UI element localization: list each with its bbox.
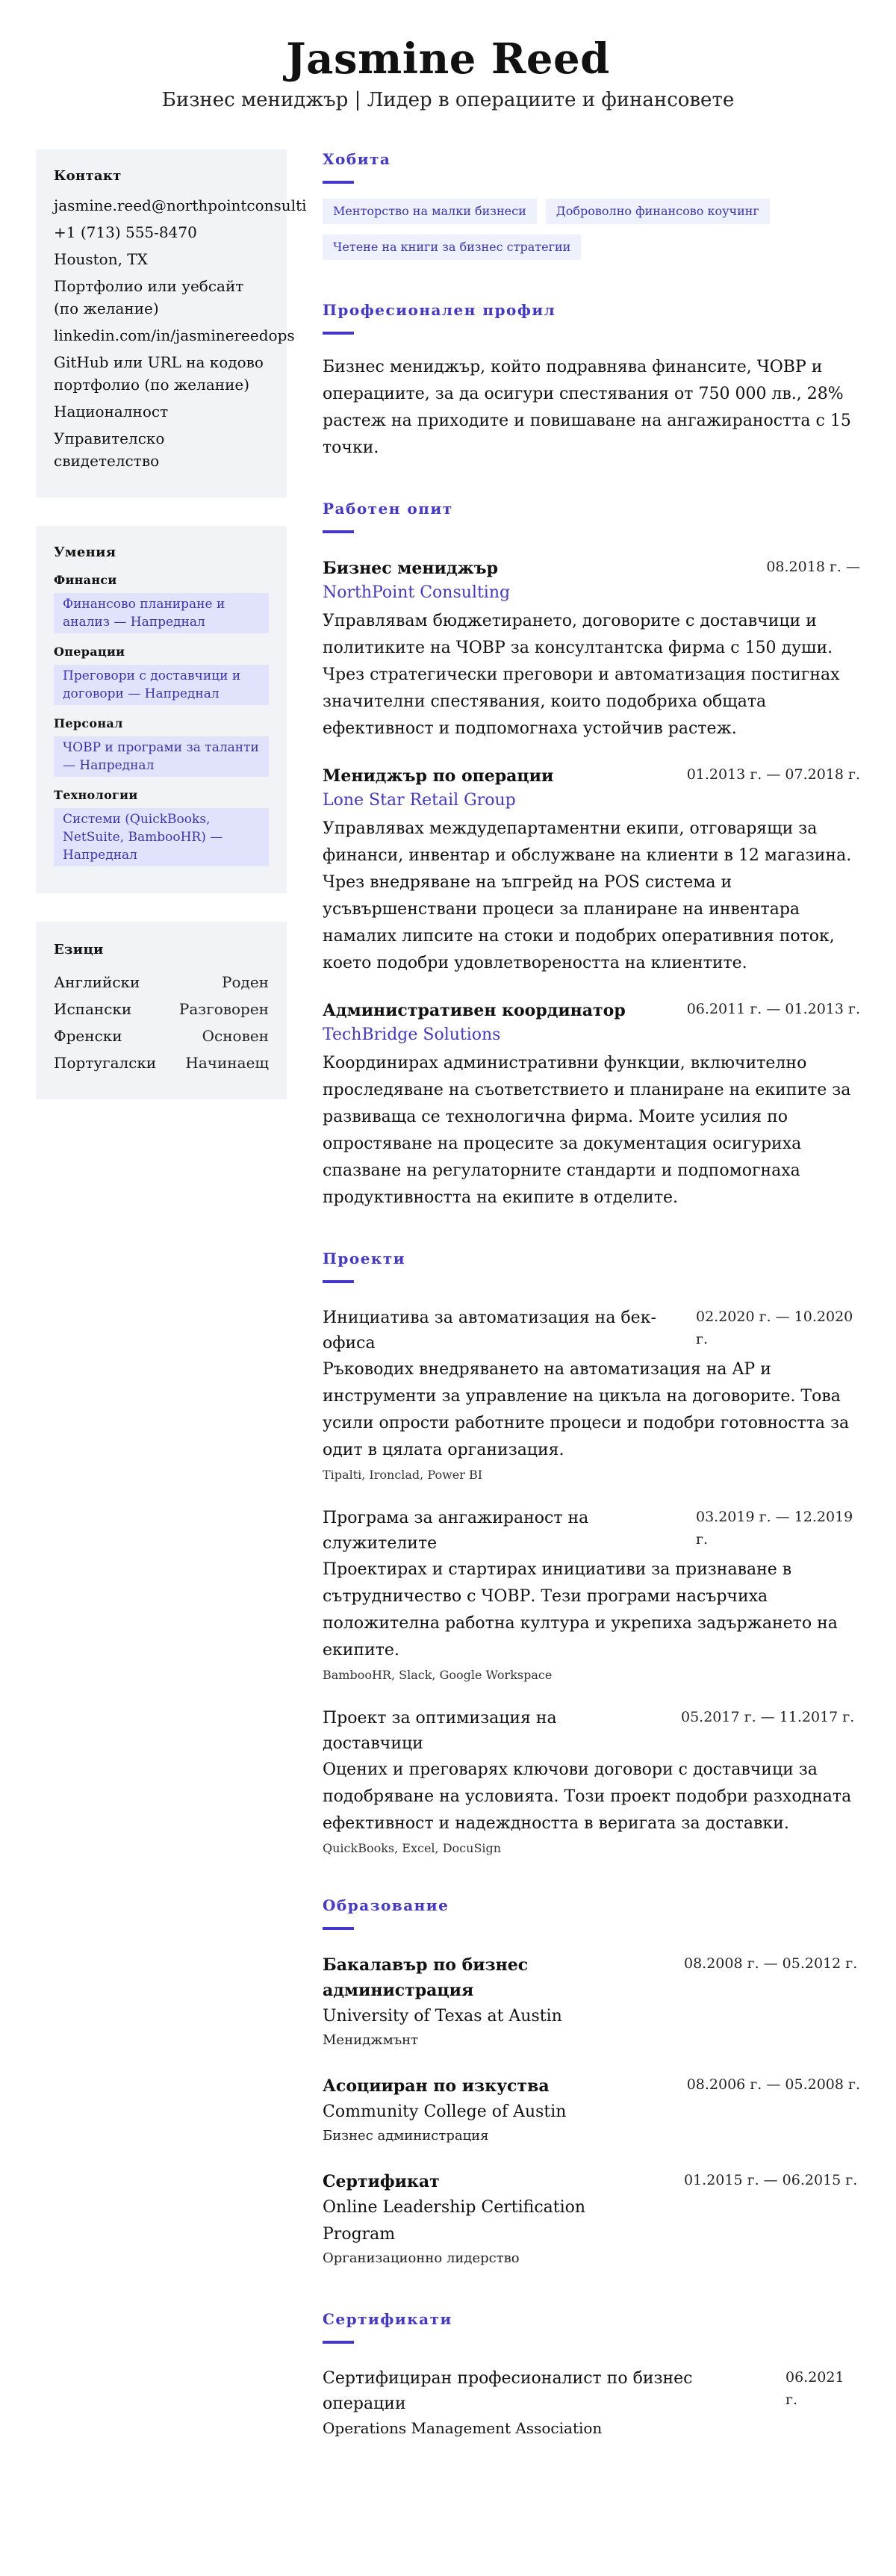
entry-header	[323, 763, 860, 789]
education-left	[323, 2169, 651, 2269]
section-divider	[323, 1280, 354, 1283]
experience-entry	[323, 556, 860, 742]
skill-category-technology: Технологии	[54, 788, 138, 802]
section-title-profile: Професионален профил	[323, 301, 556, 319]
entry-header	[323, 2073, 860, 2147]
languages-title: Езици	[54, 942, 104, 958]
section-title-projects: Проекти	[323, 1250, 406, 1267]
skill-category-people: Персонал	[54, 716, 123, 730]
project-description: Ръководих внедряването на автоматизация на AP и инструменти за управление на цикъла на договорите. Това усили опрости работните процеси и подобри готовността за одит в цялата организация.	[323, 1360, 850, 1459]
project-description: Оцених и преговарях ключови договори с доставчици за подобряване на условията. Този проект подобри разходната ефективност и надеждността в веригата за доставки.	[323, 1760, 852, 1833]
languages-box	[36, 922, 287, 1099]
section-title-certifications: Сертификати	[323, 2310, 452, 2328]
degree-name: Асоцииран по изкуства	[323, 2076, 550, 2096]
job-title: Административен координатор	[323, 1001, 626, 1020]
job-title: Бизнес мениджър	[323, 559, 498, 578]
skills-box	[36, 526, 287, 893]
school-name: Community College of Austin	[323, 2102, 567, 2121]
contact-box	[36, 149, 307, 497]
candidate-name: Jasmine Reed	[286, 34, 610, 84]
skill-category-finance: Финанси	[54, 573, 117, 587]
section-title-education: Образование	[323, 1896, 449, 1914]
contact-email[interactable]: jasmine.reed@northpointconsulti	[54, 196, 307, 214]
hobby-list	[323, 199, 860, 260]
section-divider	[323, 181, 354, 184]
skill-category-operations: Операции	[54, 645, 125, 659]
contact-phone[interactable]: +1 (713) 555-8470	[54, 223, 197, 241]
contact-nationality: Националност	[54, 403, 169, 420]
contact-license: Управителско свидетелство	[54, 429, 165, 470]
language-name: Испански	[54, 1000, 132, 1018]
education-section	[323, 1896, 860, 2269]
job-dates: 06.2011 г. — 01.2013 г.	[686, 1001, 860, 1017]
project-tools: QuickBooks, Excel, DocuSign	[323, 1841, 502, 1855]
job-title: Мениджър по операции	[323, 766, 554, 786]
language-name: Английски	[54, 973, 140, 991]
language-level: Роден	[222, 973, 269, 991]
section-divider	[323, 2341, 354, 2344]
education-dates: 08.2006 г. — 05.2008 г.	[686, 2076, 860, 2093]
certification-issuer: Operations Management Association	[323, 2419, 603, 2437]
project-entry	[323, 1306, 860, 1485]
entry-header	[323, 1706, 860, 1757]
language-row	[54, 1025, 269, 1047]
project-name: Програма за ангажираност на служителите	[323, 1509, 589, 1553]
contact-linkedin[interactable]: linkedin.com/in/jasminereedops	[54, 326, 295, 344]
language-name: Португалски	[54, 1054, 157, 1072]
resume-columns	[0, 149, 896, 2469]
education-dates: 01.2015 г. — 06.2015 г.	[684, 2172, 858, 2188]
language-level: Разговорен	[178, 1000, 269, 1018]
field-of-study: Мениджмънт	[323, 2032, 419, 2048]
section-divider	[323, 332, 354, 335]
project-tools: BambooHR, Slack, Google Workspace	[323, 1668, 553, 1682]
company-name: TechBridge Solutions	[323, 1025, 501, 1044]
language-name: Френски	[54, 1027, 122, 1045]
project-entry	[323, 1706, 860, 1858]
language-level: Основен	[202, 1027, 269, 1045]
skills-title: Умения	[54, 544, 116, 560]
language-row	[54, 998, 269, 1020]
entry-header	[323, 2169, 860, 2269]
entry-header	[323, 998, 860, 1023]
company-name: Lone Star Retail Group	[323, 791, 516, 810]
entry-header	[323, 1952, 860, 2051]
projects-section	[323, 1249, 860, 1858]
job-description: Управлявам бюджетирането, договорите с доставчици и политиките на ЧОВР за консултантска фирма с 150 души. Чрез стратегически преговори и автоматизация постигнах значителни спестявания, които подобриха общата ефективност и подпомогнаха устойчив растеж.	[323, 612, 840, 738]
profile-summary: Бизнес мениджър, който подравнява финансите, ЧОВР и операциите, за да осигури спестявания от 750 000 лв., 28% растеж на приходите и повишаване на ангажираността с 15 точки.	[323, 358, 851, 457]
section-divider	[323, 1927, 354, 1930]
project-entry	[323, 1506, 860, 1685]
sidebar	[36, 149, 307, 2469]
job-description: Управлявах междудепартаментни екипи, отговарящи за финанси, инвентар и обслужване на клиенти в 12 магазина. Чрез внедряване на ъпгрейд на POS система и усъвършенствани процеси за планиране на инвентара намалих липсите на стоки и подобрих оперативния поток, което подобри удовлетвореността на клиентите.	[323, 819, 852, 972]
education-dates: 08.2008 г. — 05.2012 г.	[684, 1955, 858, 1972]
degree-name: Бакалавър по бизнес администрация	[323, 1955, 529, 2000]
project-dates: 05.2017 г. — 11.2017 г.	[681, 1709, 855, 1725]
skill-chip: Системи (QuickBooks, NetSuite, BambooHR) — Напреднал	[54, 808, 269, 866]
degree-name: Сертификат	[323, 2172, 440, 2191]
language-row	[54, 1052, 269, 1074]
project-tools: Tipalti, Ironclad, Power BI	[323, 1468, 483, 1482]
hobby-chip: Менторство на малки бизнеси	[323, 199, 537, 224]
education-entry	[323, 2073, 860, 2147]
entry-header	[323, 1506, 860, 1557]
education-entry	[323, 2169, 860, 2269]
entry-header	[323, 2366, 860, 2439]
project-dates: 03.2019 г. — 12.2019 г.	[696, 1509, 853, 1548]
contact-location: Houston, TX	[54, 250, 148, 268]
certification-entry	[323, 2366, 860, 2439]
section-title-experience: Работен опит	[323, 500, 453, 518]
education-left	[323, 1952, 569, 2051]
contact-github: GitHub или URL на кодово портфолио (по желание)	[54, 353, 264, 394]
school-name: University of Texas at Austin	[323, 2007, 562, 2026]
project-dates: 02.2020 г. — 10.2020 г.	[696, 1309, 853, 1347]
certifications-section	[323, 2309, 860, 2439]
language-row	[54, 971, 269, 993]
main-content	[323, 149, 860, 2469]
job-dates: 08.2018 г. —	[766, 559, 860, 575]
education-entry	[323, 1952, 860, 2051]
school-name: Online Leadership Certification Program	[323, 2198, 586, 2244]
skill-chip: Финансово планиране и анализ — Напреднал	[54, 593, 269, 633]
certification-left	[323, 2366, 741, 2439]
contact-title: Контакт	[54, 168, 122, 184]
contact-portfolio: Портфолио или уебсайт (по желание)	[54, 277, 244, 317]
section-divider	[323, 530, 354, 533]
skill-chip: ЧОВР и програми за таланти — Напреднал	[54, 736, 269, 777]
experience-section	[323, 499, 860, 1211]
language-level: Начинаещ	[185, 1054, 269, 1072]
project-name: Инициатива за автоматизация на бек-офиса	[323, 1309, 656, 1353]
hobbies-section	[323, 149, 860, 260]
candidate-headline: Бизнес мениджър | Лидер в операциите и финансовете	[161, 89, 735, 111]
certification-date: 06.2021 г.	[785, 2369, 844, 2408]
company-name: NorthPoint Consulting	[323, 583, 511, 602]
field-of-study: Организационно лидерство	[323, 2250, 520, 2266]
entry-header	[323, 1306, 860, 1356]
hobby-chip: Четене на книги за бизнес стратегии	[323, 235, 581, 260]
hobby-chip: Доброволно финансово коучинг	[546, 199, 770, 224]
experience-entry	[323, 763, 860, 977]
resume-header	[0, 33, 896, 114]
job-description: Координирах административни функции, включително проследяване на съответствието и планиране на екипите за развиваща се технологична фирма. Моите усилия по опростяване на процесите за документация осигуриха спазване на регулаторните стандарти и подпомогнаха продуктивността на екипите в отделите.	[323, 1054, 851, 1207]
profile-section	[323, 300, 860, 462]
skill-chip: Преговори с доставчици и договори — Напреднал	[54, 665, 269, 705]
job-dates: 01.2013 г. — 07.2018 г.	[686, 766, 860, 783]
section-title-hobbies: Хобита	[323, 150, 391, 168]
field-of-study: Бизнес администрация	[323, 2128, 489, 2144]
project-name: Проект за оптимизация на доставчици	[323, 1709, 557, 1753]
education-left	[323, 2073, 566, 2147]
project-description: Проектирах и стартирах инициативи за признаване в сътрудничество с ЧОВР. Тези програми насърчиха положителна работна култура и укрепиха задържането на екипите.	[323, 1560, 838, 1660]
certification-name: Сертифициран професионалист по бизнес операции	[323, 2369, 693, 2413]
entry-header	[323, 556, 860, 581]
experience-entry	[323, 998, 860, 1211]
